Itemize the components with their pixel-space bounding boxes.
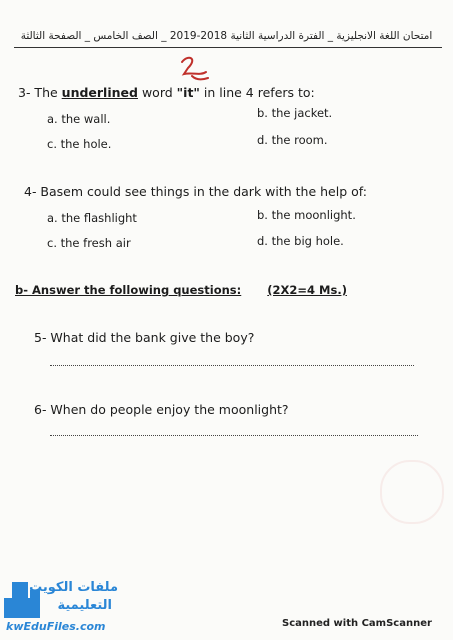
q5-answer-line[interactable]	[50, 365, 414, 366]
section-b-heading	[15, 283, 347, 297]
section-b-marks: (2X2=4 Ms.)	[267, 283, 347, 297]
handwritten-score-mark	[178, 54, 210, 82]
q3-option-d: d. the room.	[257, 133, 328, 147]
q3-prefix: 3- The	[18, 85, 62, 100]
q3-it-word: "it"	[176, 85, 200, 100]
question-4: 4- Basem could see things in the dark with the help of:	[24, 184, 367, 199]
q4-option-b: b. the moonlight.	[257, 208, 356, 222]
kwedufiles-logo	[2, 560, 122, 638]
exam-header: امتحان اللغة الانجليزية _ الفترة الدراسية الثانية 2018-2019 _ الصف الخامس _ الصفحة الثالثة	[20, 30, 433, 42]
logo-url: kwEduFiles.com	[6, 620, 106, 633]
question-3	[18, 85, 315, 100]
logo-arabic-line1: ملفات الكويت	[29, 580, 118, 595]
q4-option-a: a. the flashlight	[47, 211, 137, 225]
q3-option-a: a. the wall.	[47, 112, 111, 126]
section-b-label: b- Answer the following questions:	[15, 283, 242, 297]
question-6: 6- When do people enjoy the moonlight?	[34, 402, 289, 417]
q4-option-d: d. the big hole.	[257, 234, 344, 248]
q3-underlined-word: underlined	[61, 85, 138, 100]
q3-option-b: b. the jacket.	[257, 106, 333, 120]
q3-suffix: in line 4 refers to:	[199, 85, 315, 100]
q3-middle: word	[137, 85, 177, 100]
q4-option-c: c. the fresh air	[47, 236, 131, 250]
q6-answer-line[interactable]	[50, 435, 418, 436]
faint-stamp-mark	[380, 460, 444, 524]
header-divider	[14, 47, 442, 48]
logo-arabic-line2: التعليمية	[57, 598, 112, 613]
logo-square	[12, 582, 28, 598]
logo-block	[4, 598, 40, 618]
question-5: 5- What did the bank give the boy?	[34, 330, 255, 345]
q3-option-c: c. the hole.	[47, 137, 112, 151]
scanner-footer: Scanned with CamScanner	[282, 618, 432, 629]
